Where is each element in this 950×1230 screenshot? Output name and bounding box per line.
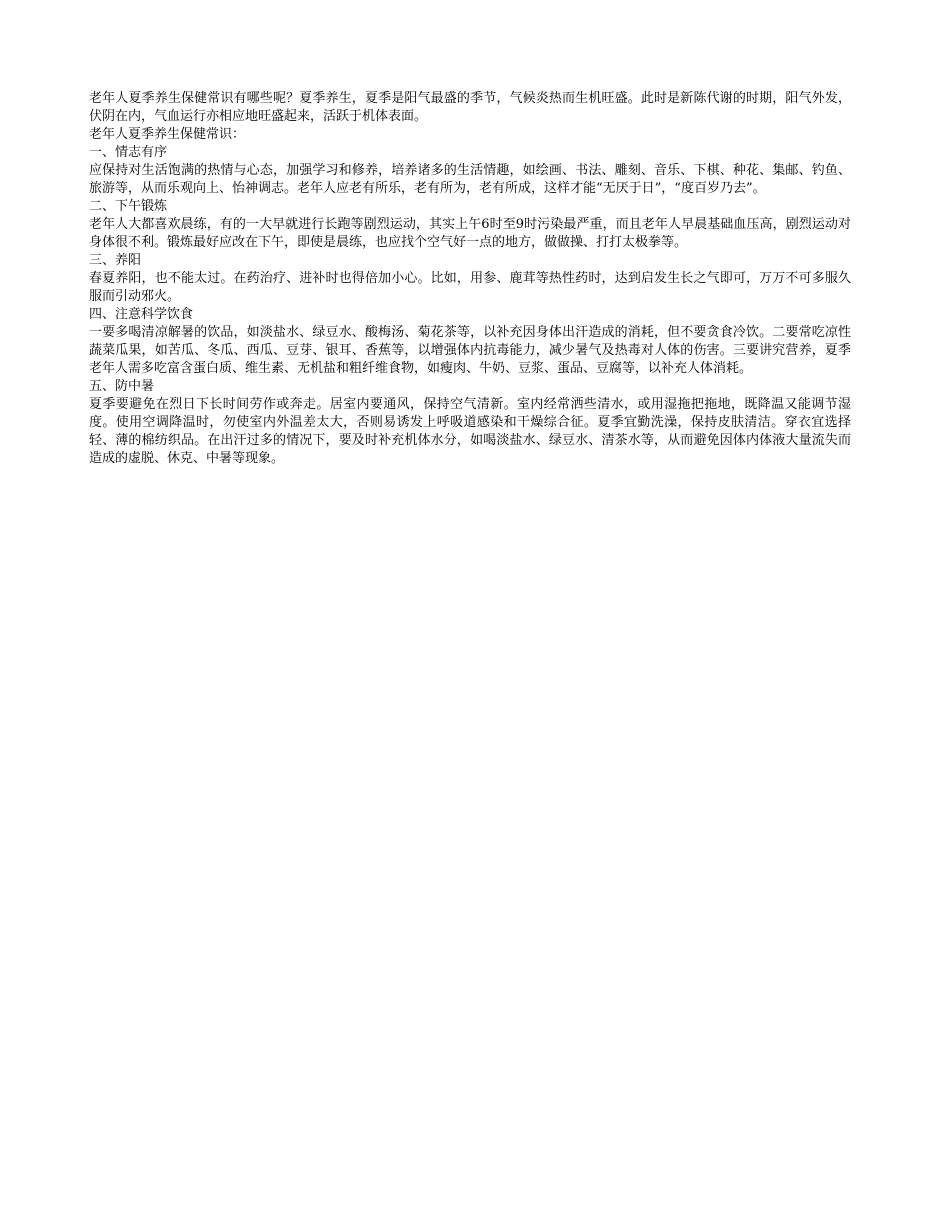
section-body-1: 应保持对生活饱满的热情与心态，加强学习和修养，培养诸多的生活情趣，如绘画、书法、雕刻、音乐、下棋、种花、集邮、钓鱼、旅游等，从而乐观向上、怡神调志。老年人应老有所乐，老有所为，老有所成，这样才能“无厌于日”，“度百岁乃去”。 [89,163,851,196]
section-body-3: 春夏养阳，也不能太过。在药治疗、进补时也得倍加小心。比如，用参、鹿茸等热性药时，达到启发生长之气即可，万万不可多服久服而引动邪火。 [89,271,851,304]
section-heading-5: 五、防中暑 [89,379,155,394]
section-heading-1: 一、情志有序 [89,145,168,160]
section-heading-3: 三、养阳 [89,253,142,268]
document-body [89,90,851,468]
subtitle: 老年人夏季养生保健常识： [89,127,246,142]
section-body-2: 老年人大都喜欢晨练，有的一大早就进行长跑等剧烈运动，其实上午6时至9时污染最严重，而且老年人早晨基础血压高，剧烈运动对身体很不利。锻炼最好应改在下午，即使是晨练，也应找个空气好一点的地方，做做操、打打太极拳等。 [89,217,851,250]
section-body-4: 一要多喝清凉解暑的饮品，如淡盐水、绿豆水、酸梅汤、菊花茶等，以补充因身体出汗造成的消耗，但不要贪食冷饮。二要常吃凉性蔬菜瓜果，如苦瓜、冬瓜、西瓜、豆芽、银耳、香蕉等，以增强体内抗毒能力，减少暑气及热毒对人体的伤害。三要讲究营养，夏季老年人需多吃富含蛋白质、维生素、无机盐和粗纤维食物，如瘦肉、牛奶、豆浆、蛋品、豆腐等，以补充人体消耗。 [89,325,851,376]
section-heading-4: 四、注意科学饮食 [89,307,194,322]
section-heading-2: 二、下午锻炼 [89,199,168,214]
section-body-5: 夏季要避免在烈日下长时间劳作或奔走。居室内要通风，保持空气清新。室内经常洒些清水，或用湿拖把拖地，既降温又能调节湿度。使用空调降温时，勿使室内外温差太大，否则易诱发上呼吸道感染和干燥综合征。夏季宜勤洗澡，保持皮肤清洁。穿衣宜选择轻、薄的棉纺织品。在出汗过多的情况下，要及时补充机体水分，如喝淡盐水、绿豆水、清茶水等，从而避免因体内体液大量流失而造成的虚脱、休克、中暑等现象。 [89,397,851,466]
intro-paragraph: 老年人夏季养生保健常识有哪些呢？夏季养生，夏季是阳气最盛的季节，气候炎热而生机旺盛。此时是新陈代谢的时期，阳气外发，伏阴在内，气血运行亦相应地旺盛起来，活跃于机体表面。 [89,91,851,124]
